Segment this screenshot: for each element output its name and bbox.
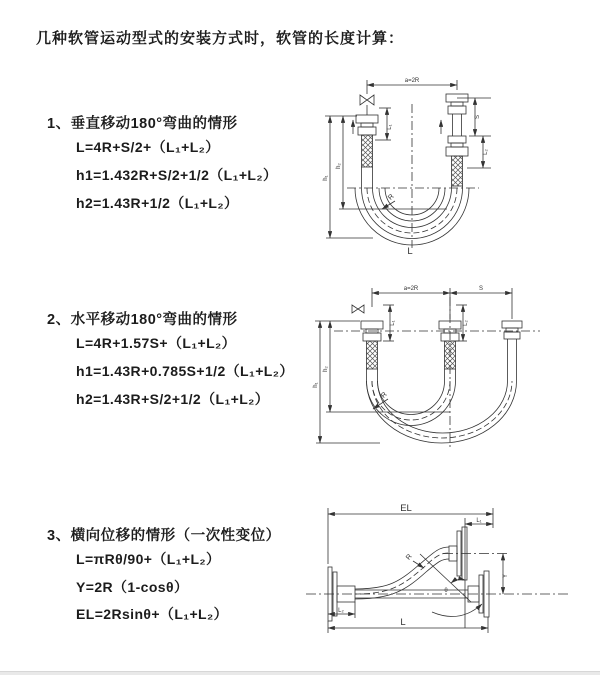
dim-label-r: R [387,193,396,202]
dim-label-l-total: L [407,246,413,257]
dim-label-l1: L₁ [387,124,393,130]
page-title: 几种软管运动型式的安装方式时，软管的长度计算： [36,30,405,47]
section-1-formula-h2: h2=1.43R+1/2（L₁+L₂） [76,195,239,211]
dim-label-h2: h₂ [323,366,329,372]
angle-line [420,554,471,602]
right-fitting-original [446,136,468,156]
section-3-formula-L: L=πRθ/90+（L₁+L₂） [76,551,221,567]
swing-arc [432,604,482,617]
dim-label-l-total: L [400,617,406,628]
dim-label-l2: L₂ [483,149,489,155]
section-1-formula-h1: h1=1.432R+S/2+1/2（L₁+L₂） [76,167,278,183]
dim-label-l2: L₂ [338,608,344,614]
left-fitting [356,115,378,135]
dim-label-y: Y [503,573,509,579]
dim-label-theta: θ [444,588,448,594]
hose-s-curve [355,547,449,599]
dim-label-l1: L₁ [390,320,396,326]
dim-label-r: R [405,553,414,562]
section-3-heading: 3、横向位移的情形（一次性变位） [47,528,281,544]
dim-label-h1: h₁ [313,382,319,388]
right-fitting-moved [446,94,468,114]
diagram-vertical-180-bend [303,70,565,262]
dim-label-h2: h₂ [336,163,342,169]
dim-label-s: S [475,114,481,120]
diagram-horizontal-180-bend [300,281,578,456]
dim-label-l1: L₁ [476,518,482,524]
braided-hose-right [452,156,463,186]
section-3-formula-EL: EL=2Rsinθ+（L₁+L₂） [76,606,229,622]
section-1-formula-L: L=4R+S/2+（L₁+L₂） [76,139,220,155]
section-2-formula-h2: h2=1.43R+S/2+1/2（L₁+L₂） [76,391,270,407]
dim-label-s: S [478,286,484,292]
braided-hose-left [362,135,373,167]
dim-label-l2: L₂ [463,320,469,326]
valve-icon [360,95,374,105]
hose-u-bend-original [367,381,456,426]
diagram-lateral-displacement [298,494,590,656]
valve-icon [352,305,364,313]
section-3-formula-Y: Y=2R（1-cosθ） [76,579,189,595]
page-bottom-edge [0,671,600,675]
dim-label-el: EL [400,503,412,514]
section-2-formula-h1: h1=1.43R+0.785S+1/2（L₁+L₂） [76,363,294,379]
dim-label-a2r: a=2R [404,78,420,84]
braided-hose-left [367,341,378,369]
section-2-heading: 2、水平移动180°弯曲的情形 [47,312,238,328]
section-1-heading: 1、垂直移动180°弯曲的情形 [47,116,238,132]
dim-label-h1: h₁ [323,175,329,181]
section-2-formula-L: L=4R+1.57S+（L₁+L₂） [76,335,237,351]
right-fitting-moved [502,321,522,339]
dim-label-a2r: a=2R [403,286,419,292]
dim-label-r: R [380,391,389,400]
